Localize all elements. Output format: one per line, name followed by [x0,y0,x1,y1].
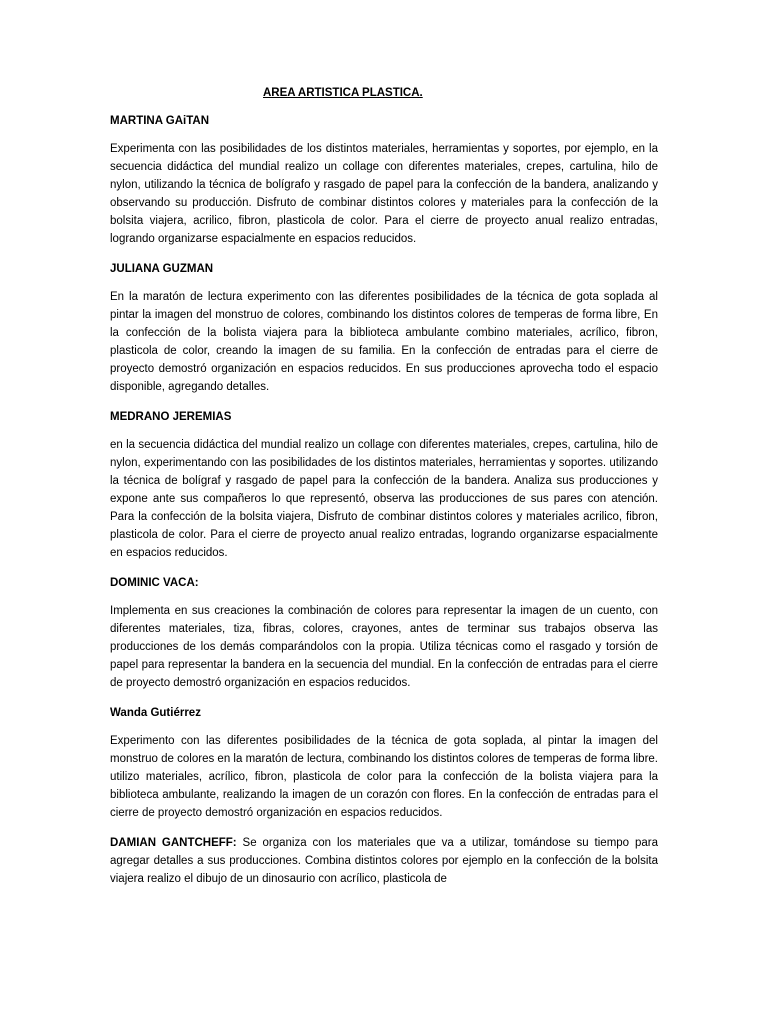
student-paragraph-juliana: En la maratón de lectura experimento con las diferentes posibilidades de la técnica de gota soplada al pintar la imagen del monstruo de colores, combinando los distintos colores de temperas de forma libre, En la confección de la bolista viajera para la biblioteca ambulante combino materiales, acrílico, fibron, plasticola de color, creando la imagen de su familia. En la confección de entradas para el cierre de proyecto demostró organización en espacios reducidos. En sus producciones aprovecha todo el espacio disponible, agregando detalles. [110,291,658,393]
student-paragraph-dominic: Implementa en sus creaciones la combinación de colores para representar la imagen de un cuento, con diferentes materiales, tiza, fibras, colores, crayones, antes de terminar sus trabajos observa las producciones de los demás comparándolos con la propia. Utiliza técnicas como el rasgado y torsión de papel para representar la bandera en la secuencia del mundial. En la confección de entradas para el cierre de proyecto demostró organización en espacios reducidos. [110,605,658,689]
student-name-juliana: JULIANA GUZMAN [110,263,214,275]
student-name-jeremias: MEDRANO JEREMIAS [110,411,232,423]
student-name-damian: DAMIAN GANTCHEFF: [110,837,237,849]
student-paragraph-jeremias: en la secuencia didáctica del mundial realizo un collage con diferentes materiales, crepes, cartulina, hilo de nylon, experimentando con las posibilidades de los distintos materiales, herramientas y soportes. utilizando la técnica de bolígraf y rasgado de papel para la confección de la bandera. Analiza sus producciones y expone ante sus compañeros lo que representó, observa las producciones de sus pares con atención. Para la confección de la bolsita viajera, Disfruto de combinar distintos colores y materiales acrilico, fibron, plasticola de color. Para el cierre de proyecto anual realizo entradas, logrando organizarse espacialmente en espacios reducidos. [110,439,658,559]
student-paragraph-damian [110,834,658,888]
student-name-martina: MARTINA GAiTAN [110,115,210,127]
student-name-dominic: DOMINIC VACA: [110,577,199,589]
student-paragraph-martina: Experimenta con las posibilidades de los distintos materiales, herramientas y soportes, por ejemplo, en la secuencia didáctica del mundial realizo un collage con diferentes materiales, crepes, cartulina, hilo de nylon, utilizando la técnica de bolígrafo y rasgado de papel para la confección de la bandera, analizando y observando su producción. Disfruto de combinar distintos colores y materiales para la confección de la bolsita viajera, acrilico, fibron, plasticola de color. Para el cierre de proyecto anual realizo entradas, logrando organizarse espacialmente en espacios reducidos. [110,143,658,245]
student-paragraph-wanda: Experimento con las diferentes posibilidades de la técnica de gota soplada, al pintar la imagen del monstruo de colores en la maratón de lectura, combinando los distintos colores de temperas de forma libre. utilizo materiales, acrílico, fibron, plasticola de color para la confección de la bolista viajera para la biblioteca ambulante, realizando la imagen de un corazón con flores. En la confección de entradas para el cierre de proyecto demostró organización en espacios reducidos. [110,735,658,819]
student-text-damian: Se organiza con los materiales que va a utilizar, tomándose su tiempo para agregar detalles a sus producciones. Combina distintos colores por ejemplo en la confección de la bolsita viajera realizo el dibujo de un dinosaurio con acrílico, plasticola de [110,837,658,885]
student-name-wanda: Wanda Gutiérrez [110,707,201,719]
document-title: AREA ARTISTICA PLASTICA. [263,87,423,99]
document-content [110,84,658,900]
